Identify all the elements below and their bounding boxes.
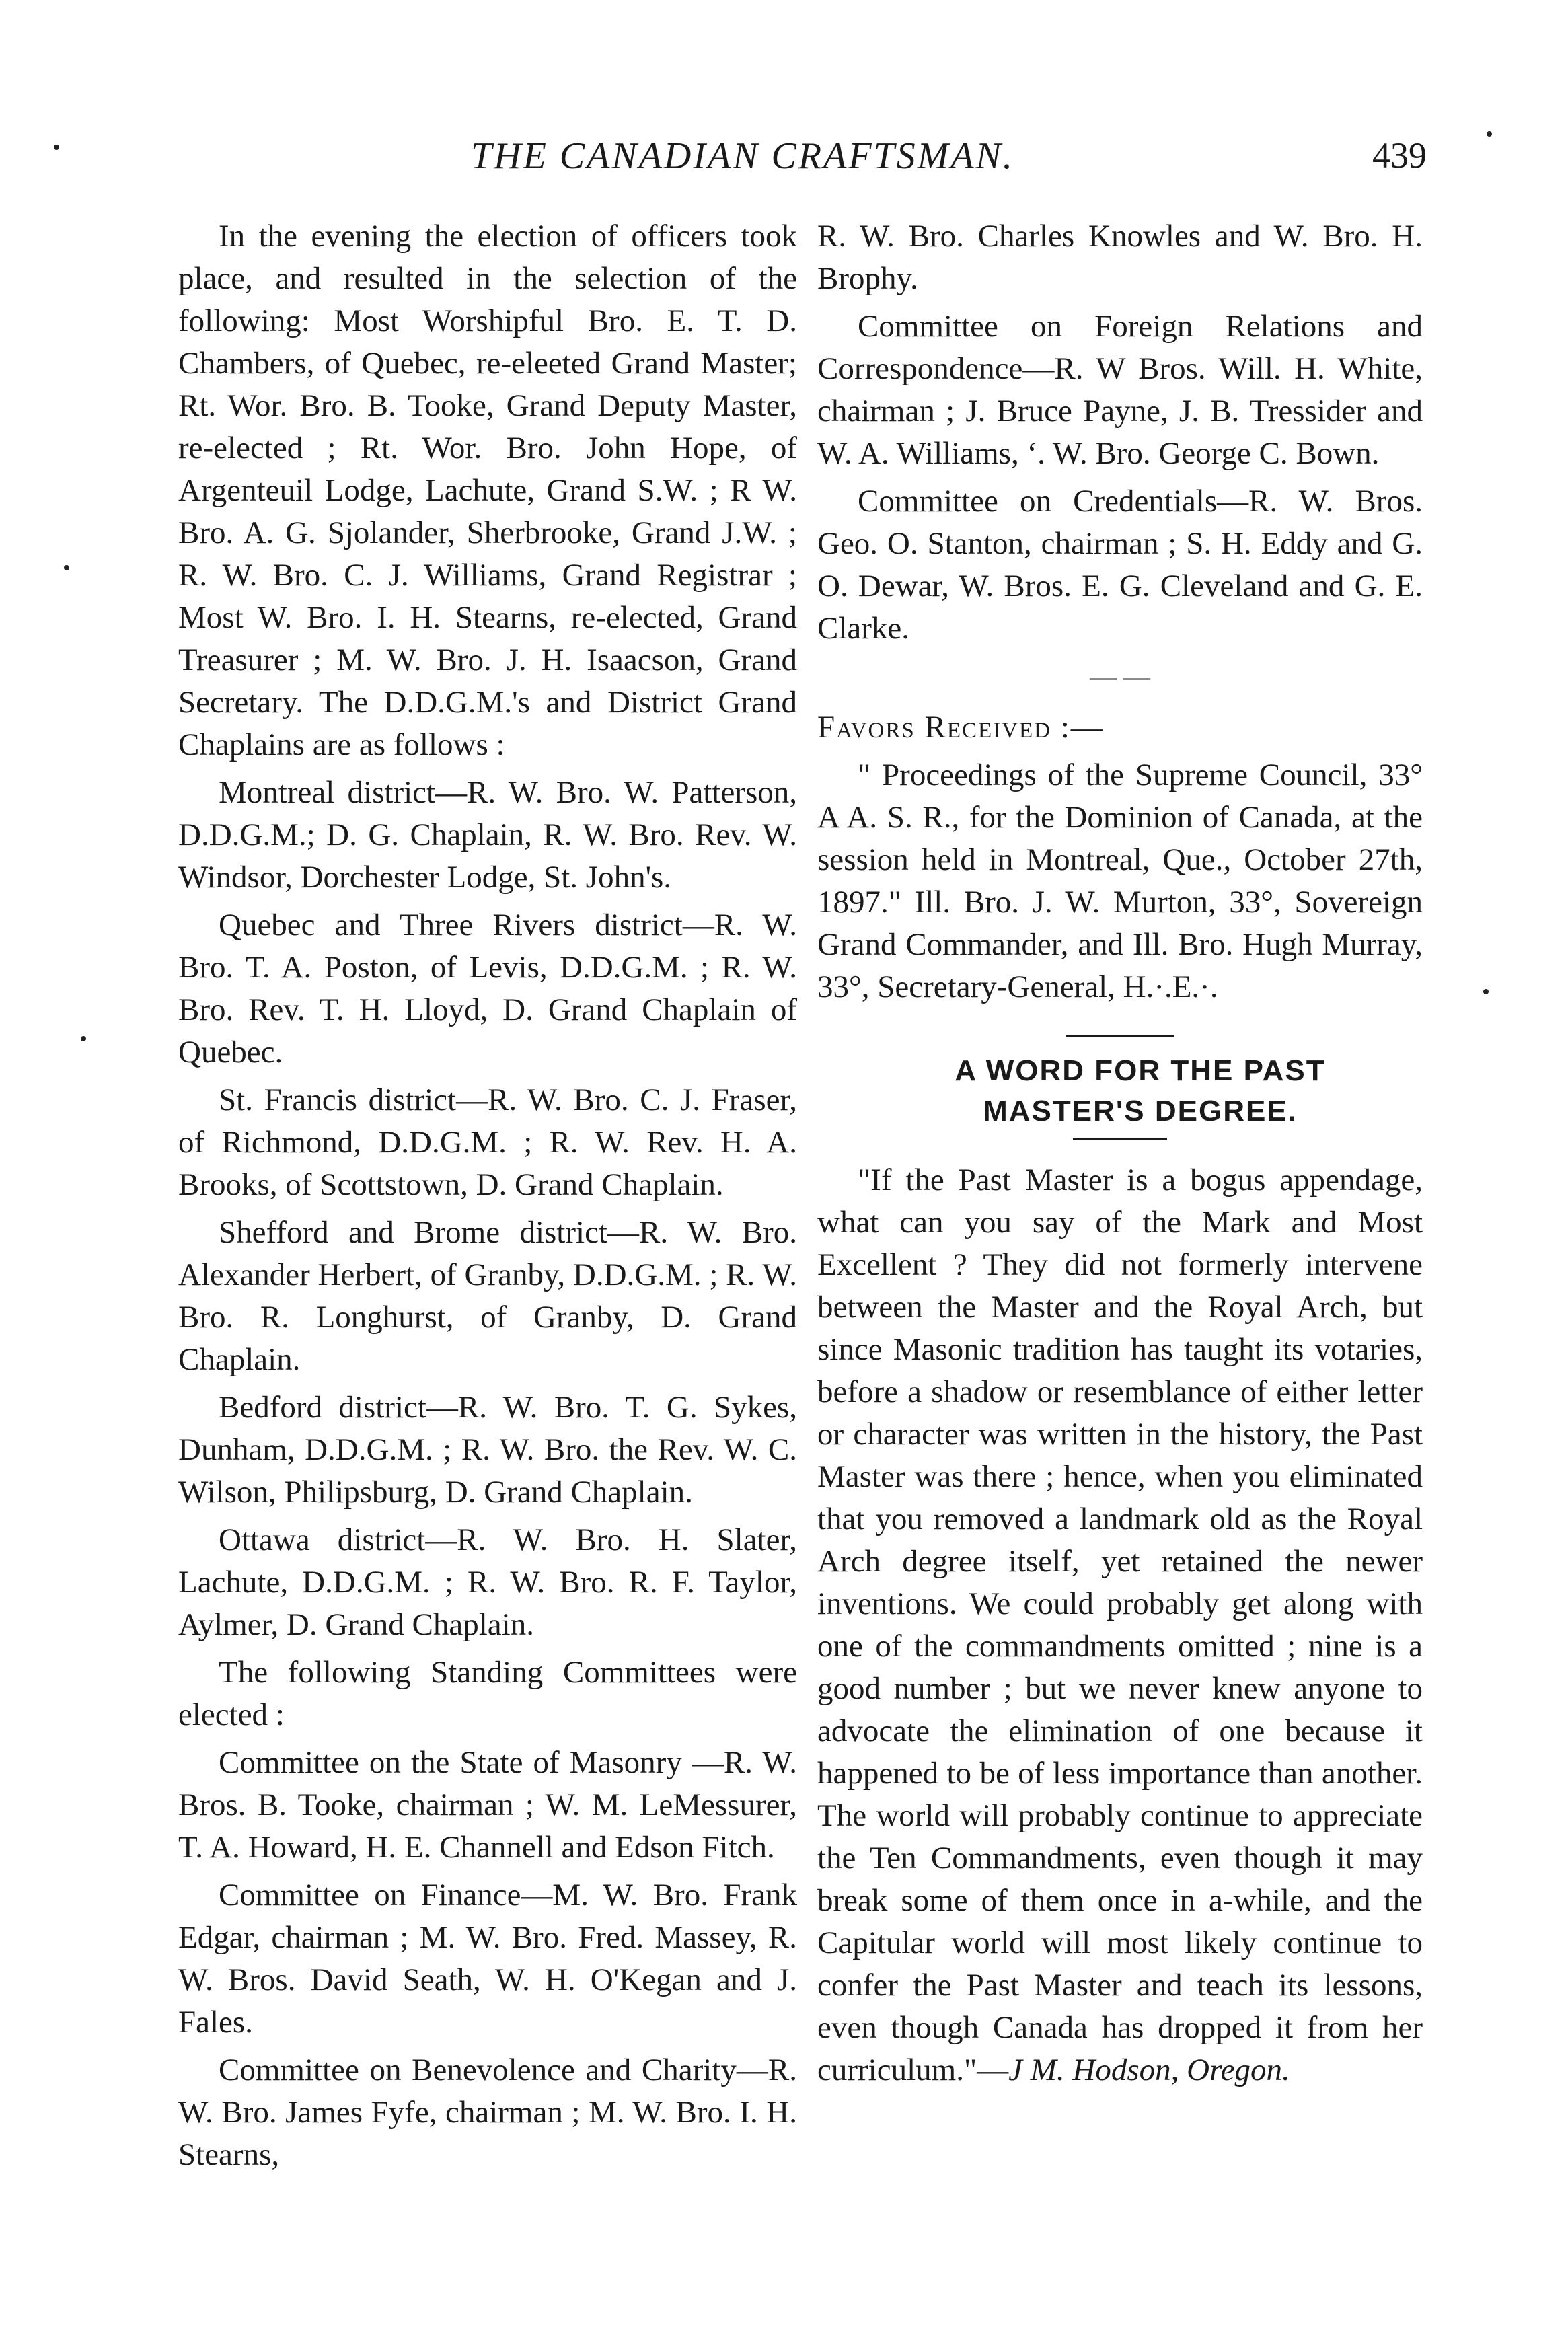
right-column: [817, 215, 1423, 2091]
print-speck: [81, 1036, 86, 1041]
print-speck: [54, 145, 59, 150]
favors-received-label: Favors Received :—: [817, 710, 1104, 745]
paragraph-committee-credentials: Committee on Credentials—R. W. Bros. Geo. O. Stanton, chairman ; S. H. Eddy and G. O. Dewar, W. Bros. E. G. Cleveland and G. E. Clarke.: [817, 484, 1423, 646]
paragraph-montreal: Montreal district—R. W. Bro. W. Patterson, D.D.G.M.; D. G. Chaplain, R. W. Bro. Rev. W. Windsor, Dorchester Lodge, St. John's.: [178, 775, 797, 895]
paragraph-st-francis: St. Francis district—R. W. Bro. C. J. Fraser, of Richmond, D.D.G.M. ; R. W. Rev. H. A. Brooks, of Scottstown, D. Grand Chaplain.: [178, 1082, 797, 1202]
paragraph-committee-masonry: Committee on the State of Masonry —R. W. Bros. B. Tooke, chairman ; W. M. LeMessurer, T. A. Howard, H. E. Channell and Edson Fitch.: [178, 1745, 797, 1865]
heading-underline-rule: [1073, 1138, 1167, 1140]
page-header: [0, 121, 1568, 195]
page-number: 439: [1372, 135, 1427, 176]
paragraph-ottawa: Ottawa district—R. W. Bro. H. Slater, Lachute, D.D.G.M. ; R. W. Bro. R. F. Taylor, Aylmer, D. Grand Chaplain.: [178, 1522, 797, 1642]
print-speck: [1487, 131, 1492, 137]
paragraph-quebec: Quebec and Three Rivers district—R. W. Bro. T. A. Poston, of Levis, D.D.G.M. ; R. W. Bro. Rev. T. H. Lloyd, D. Grand Chaplain of Quebec.: [178, 908, 797, 1070]
running-title: THE CANADIAN CRAFTSMAN.: [471, 135, 1014, 177]
paragraph-committee-finance: Committee on Finance—M. W. Bro. Frank Edgar, chairman ; M. W. Bro. Fred. Massey, R. W. Bros. David Seath, W. H. O'Kegan and J. Fales.: [178, 1878, 797, 2040]
paragraph-committee-benevolence: Committee on Benevolence and Charity—R. W. Bro. James Fyfe, chairman ; M. W. Bro. I. H. Stearns,: [178, 2052, 797, 2172]
paragraph-shefford: Shefford and Brome district—R. W. Bro. Alexander Herbert, of Granby, D.D.G.M. ; R. W. Bro. R. Longhurst, of Granby, D. Grand Chaplain.: [178, 1215, 797, 1377]
article-heading-line2: MASTER'S DEGREE.: [983, 1095, 1298, 1127]
paragraph-continuation: R. W. Bro. Charles Knowles and W. Bro. H. Brophy.: [817, 219, 1423, 296]
paragraph-committees-intro: The following Standing Committees were elected :: [178, 1655, 797, 1732]
article-heading-line1: A WORD FOR THE PAST: [955, 1054, 1326, 1087]
paragraph-election: In the evening the election of officers took place, and resulted in the selection of the following: Most Worshipful Bro. E. T. D. Chambers, of Quebec, re-eleeted Grand Master; Rt. Wor. Bro. B. Tooke, Grand Deputy Master, re-elected ; Rt. Wor. Bro. John Hope, of Argenteuil Lodge, Lachute, Grand S.W. ; R W. Bro. A. G. Sjolander, Sherbrooke, Grand J.W. ; R. W. Bro. C. J. Williams, Grand Registrar ; Most W. Bro. I. H. Stearns, re-elected, Grand Treasurer ; M. W. Bro. J. H. Isaacson, Grand Secretary. The D.D.G.M.'s and District Grand Chaplains are as follows :: [178, 219, 797, 762]
paragraph-favors: " Proceedings of the Supreme Council, 33° A A. S. R., for the Dominion of Canada, at the session held in Montreal, Que., October 27th, 1897." Ill. Bro. J. W. Murton, 33°, Sovereign Grand Commander, and Ill. Bro. Hugh Murray, 33°, Secretary-General, H.·.E.·.: [817, 757, 1423, 1004]
paragraph-bedford: Bedford district—R. W. Bro. T. G. Sykes, Dunham, D.D.G.M. ; R. W. Bro. the Rev. W. C. Wilson, Philipsburg, D. Grand Chaplain.: [178, 1390, 797, 1510]
divider-rule: [1066, 1035, 1174, 1037]
article-body-text: "If the Past Master is a bogus appendage, what can you say of the Mark and Most Excellent ? They did not formerly intervene between the Master and the Royal Arch, but since Masonic tradition has taught its votaries, before a shadow or resemblance of either letter or character was written in the history, the Past Master was there ; hence, when you eliminated that you removed a landmark old as the Royal Arch degree itself, yet retained the newer inventions. We could probably get along with one of the commandments omitted ; nine is a good number ; but we never knew anyone to advocate the elimination of one because it happened to be of less importance than another. The world will probably continue to appreciate the Ten Commandments, even though it may break some of them once in a-while, and the Capitular world will most likely continue to confer the Past Master and teach its lessons, even though Canada has dropped it from her curriculum."—: [817, 1162, 1423, 2087]
paragraph-committee-foreign: Committee on Foreign Relations and Correspondence—R. W Bros. Will. H. White, chairman ; J. Bruce Payne, J. B. Tressider and W. A. Williams, ʻ. W. Bro. George C. Bown.: [817, 309, 1423, 471]
print-speck: [1483, 989, 1489, 994]
left-column: [178, 215, 797, 2176]
paragraph-article-body: [817, 1159, 1423, 2091]
print-speck: [64, 565, 69, 570]
section-separator: — —: [1090, 661, 1150, 692]
article-attribution: J M. Hodson, Oregon.: [1008, 2052, 1290, 2087]
